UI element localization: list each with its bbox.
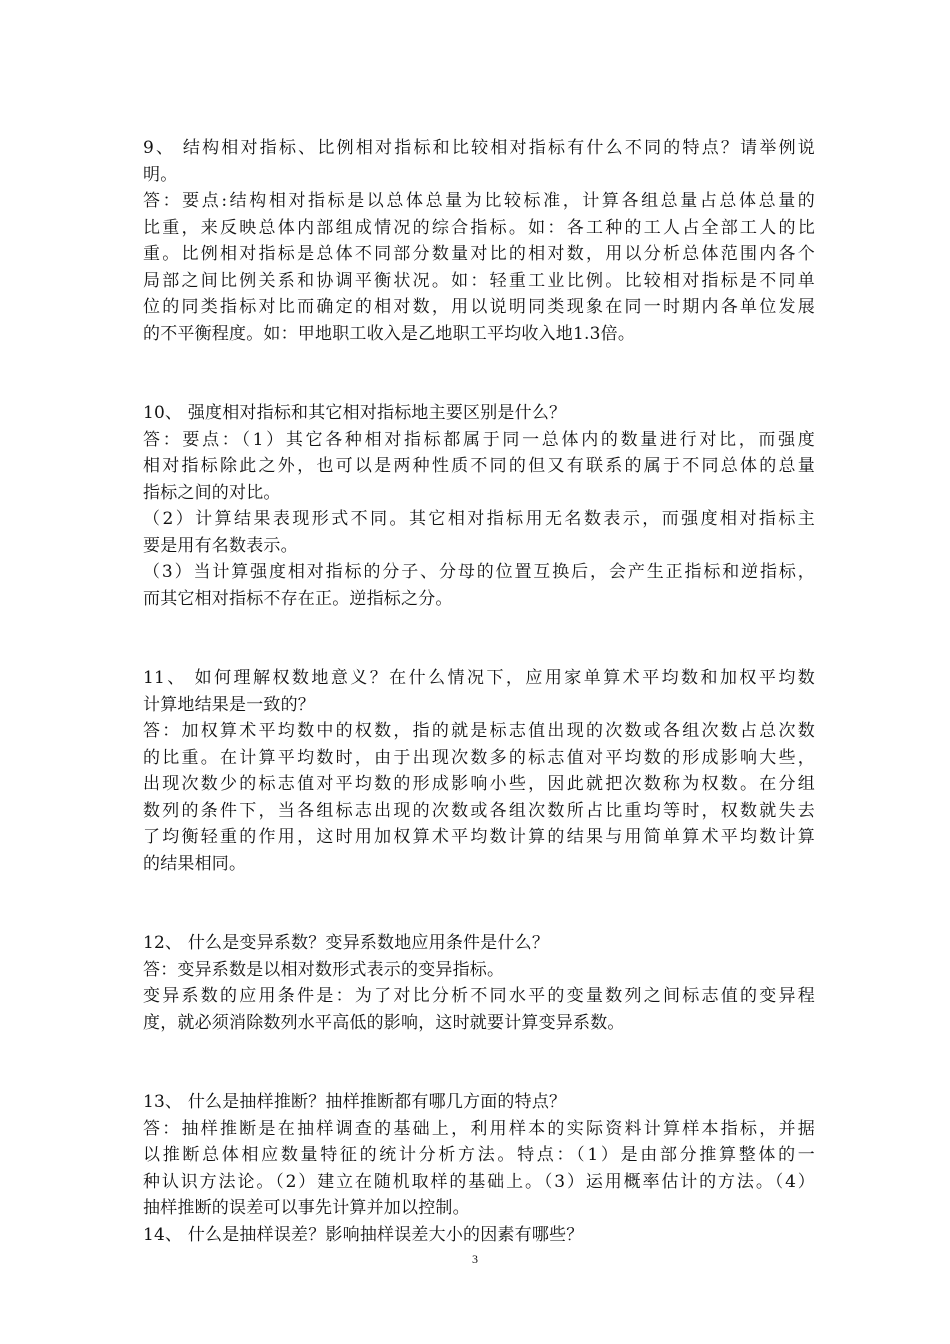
- text-line: 计算地结果是一致的？: [143, 694, 315, 715]
- text-line: 的比重。在计算平均数时，由于出现次数多的标志值对平均数的形成影响大些，: [143, 747, 815, 768]
- text-line: 答：抽样推断是在抽样调查的基础上，利用样本的实际资料计算样本指标，并据: [143, 1118, 815, 1139]
- text-line: 重。比例相对指标是总体不同部分数量对比的相对数，用以分析总体范围内各个: [143, 244, 815, 264]
- text-line: 答：要点:结构相对指标是以总体总量为比较标准，计算各组总量占总体总量的: [143, 191, 815, 211]
- text-line: 的不平衡程度。如：甲地职工收入是乙地职工平均收入地1.3倍。: [143, 323, 636, 344]
- text-line: 局部之间比例关系和协调平衡状况。如：轻重工业比例。比较相对指标是不同单: [143, 270, 815, 291]
- question-9-section: [143, 135, 815, 347]
- text-line: 度，就必须消除数列水平高低的影响，这时就要计算变异系数。: [143, 1012, 625, 1033]
- text-line: （3）当计算强度相对指标的分子、分母的位置互换后，会产生正指标和逆指标，: [143, 562, 815, 582]
- question-12-section: [143, 930, 815, 1036]
- text-line: 答：要点：（1）其它各种相对指标都属于同一总体内的数量进行对比，而强度: [143, 429, 815, 450]
- text-line: 相对指标除此之外，也可以是两种性质不同的但又有联系的属于不同总体的总量: [143, 456, 815, 476]
- question-11-section: [143, 665, 815, 877]
- document-body: [143, 135, 815, 1248]
- text-line: 14、 什么是抽样误差？影响抽样误差大小的因素有哪些？: [143, 1224, 584, 1245]
- question-14-section: [143, 1222, 815, 1249]
- section-gap: [143, 612, 815, 665]
- text-line: 数列的条件下，当各组标志出现的次数或各组次数所占比重均等时，权数就失去: [143, 800, 815, 821]
- text-line: 位的同类指标对比而确定的相对数，用以说明同类现象在同一时期内各单位发展: [143, 297, 815, 317]
- text-line: 出现次数少的标志值对平均数的形成影响小些，因此就把次数称为权数。在分组: [143, 774, 815, 794]
- text-line: 比重，来反映总体内部组成情况的综合指标。如：各工种的工人占全部工人的比: [143, 217, 815, 238]
- text-line: 而其它相对指标不存在正。逆指标之分。: [143, 588, 453, 609]
- page-number: 3: [472, 1252, 478, 1266]
- question-10-section: [143, 400, 815, 612]
- text-line: 要是用有名数表示。: [143, 535, 298, 556]
- text-line: 种认识方法论。（2）建立在随机取样的基础上。（3）运用概率估计的方法。（4）: [143, 1171, 815, 1192]
- section-gap: [143, 877, 815, 930]
- text-line: 的结果相同。: [143, 853, 247, 874]
- text-line: 以推断总体相应数量特征的统计分析方法。特点：（1）是由部分推算整体的一: [143, 1145, 815, 1165]
- section-gap: [143, 347, 815, 400]
- section-gap: [143, 1036, 815, 1089]
- text-line: 了均衡轻重的作用，这时用加权算术平均数计算的结果与用简单算术平均数计算: [143, 827, 815, 847]
- text-line: 10、 强度相对指标和其它相对指标地主要区别是什么？: [143, 403, 567, 423]
- text-line: 9、 结构相对指标、比例相对指标和比较相对指标有什么不同的特点？请举例说: [143, 138, 815, 158]
- text-line: 明。: [143, 164, 178, 185]
- text-line: 11、 如何理解权数地意义？在什么情况下，应用家单算术平均数和加权平均数: [143, 668, 815, 688]
- text-line: 答：变异系数是以相对数形式表示的变异指标。: [143, 959, 505, 980]
- text-line: 变异系数的应用条件是：为了对比分析不同水平的变量数列之间标志值的变异程: [143, 986, 815, 1006]
- text-line: 指标之间的对比。: [143, 482, 281, 503]
- question-13-section: [143, 1089, 815, 1222]
- text-line: （2）计算结果表现形式不同。其它相对指标用无名数表示，而强度相对指标主: [143, 509, 815, 529]
- text-line: 抽样推断的误差可以事先计算并加以控制。: [143, 1198, 470, 1218]
- text-line: 13、 什么是抽样推断？抽样推断都有哪几方面的特点？: [143, 1092, 567, 1112]
- text-line: 答：加权算术平均数中的权数，指的就是标志值出现的次数或各组次数占总次数: [143, 721, 815, 741]
- text-line: 12、 什么是变异系数？变异系数地应用条件是什么？: [143, 933, 550, 953]
